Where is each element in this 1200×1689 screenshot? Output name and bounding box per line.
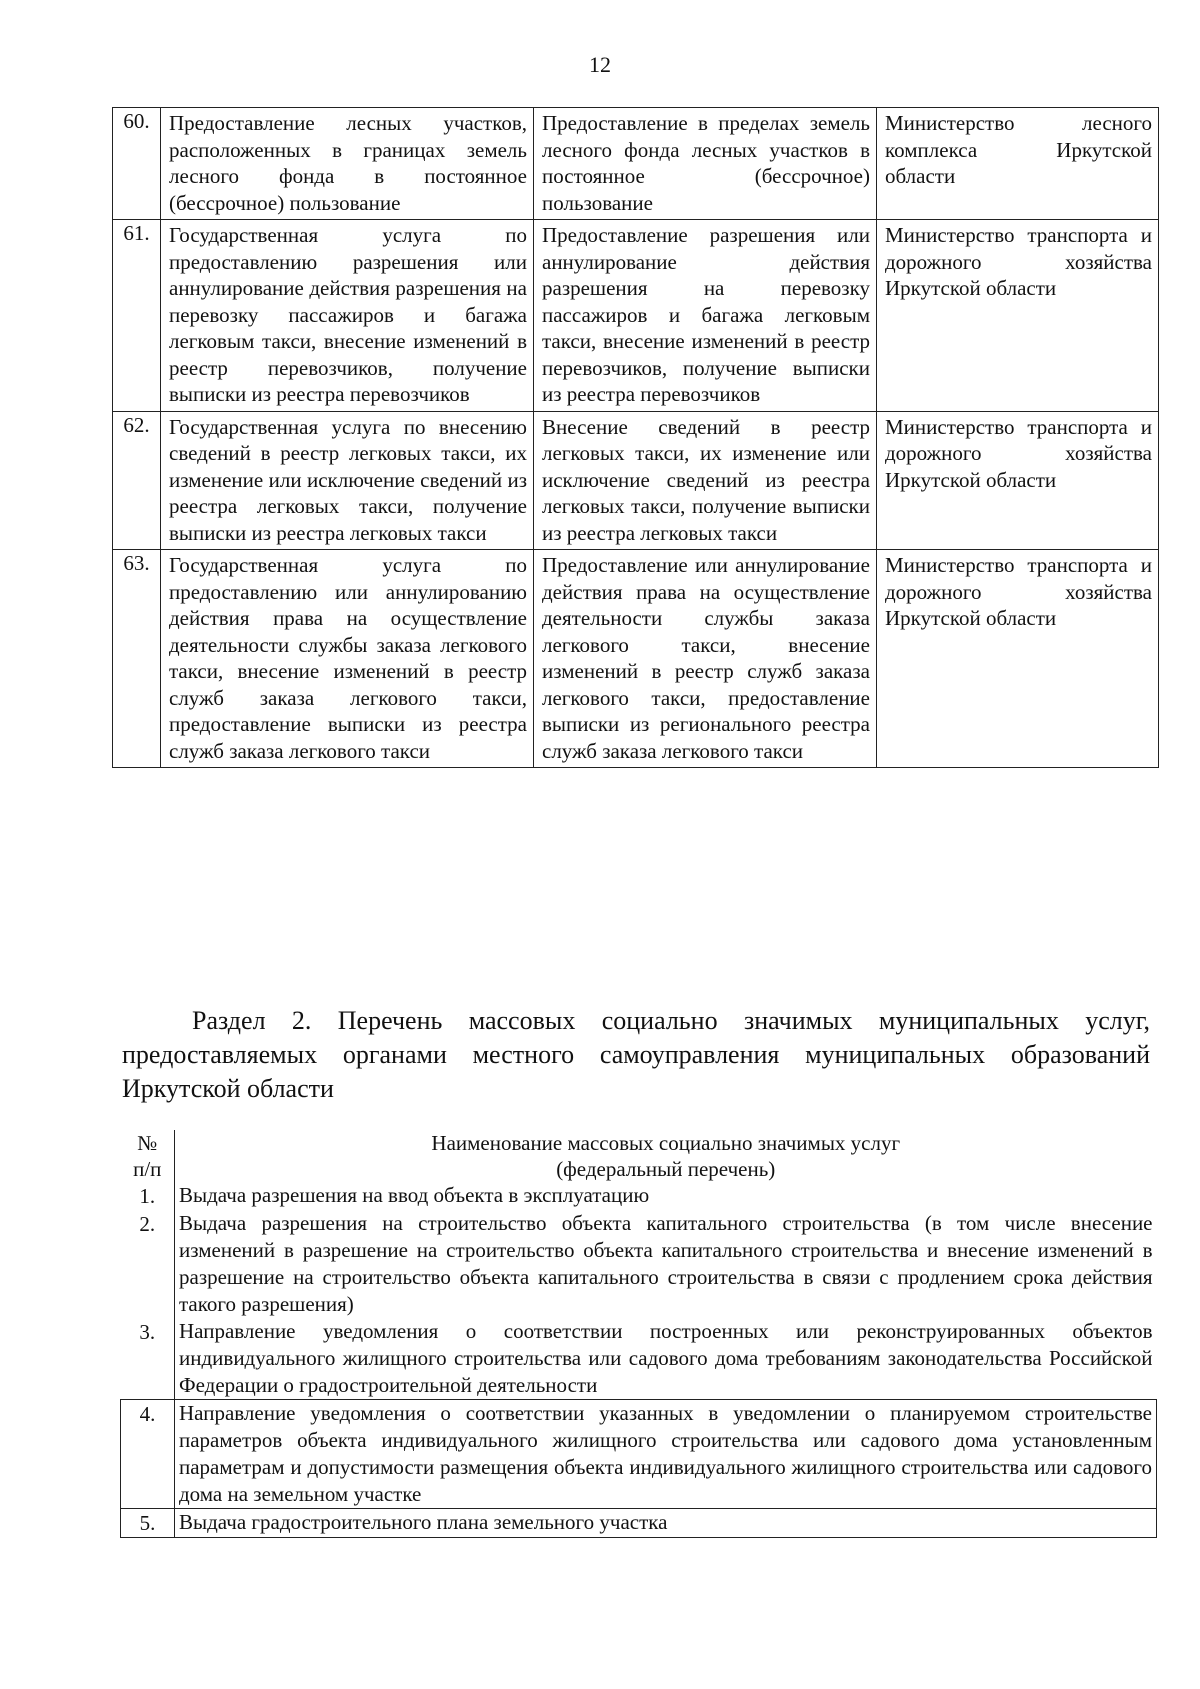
service-description: Выдача градостроительного плана земельного участка	[175, 1509, 1157, 1538]
number-header-line2: п/п	[133, 1157, 162, 1181]
table-row	[121, 1509, 1157, 1538]
title-header-line2: (федеральный перечень)	[556, 1157, 776, 1181]
row-number: 62.	[113, 411, 161, 550]
table-row	[113, 550, 1159, 768]
number-header-line1: №	[137, 1131, 158, 1155]
row-number: 2.	[139, 1212, 156, 1236]
responsible-authority: Министерство транспорта и дорожного хозяйства Иркутской области	[877, 411, 1159, 550]
responsible-authority: Министерство транспорта и дорожного хозяйства Иркутской области	[877, 550, 1159, 768]
service-name: Государственная услуга по внесению сведений в реестр легковых такси, их изменение или исключение сведений из реестра легковых такси, получение выписки из реестра легковых такси	[161, 411, 534, 550]
table-row	[121, 1318, 1157, 1400]
title-header-line1: Наименование массовых социально значимых услуг	[431, 1131, 901, 1155]
service-name: Государственная услуга по предоставлению или аннулированию действия права на осуществление деятельности службы заказа легкового такси, внесение изменений в реестр служб заказа легкового такси, предоставление выписки из реестра служб заказа легкового такси	[161, 550, 534, 768]
row-number: 4.	[121, 1400, 175, 1509]
municipal-services-table	[120, 1130, 1157, 1538]
table-row	[113, 108, 1159, 220]
service-description: Направление уведомления о соответствии построенных или реконструированных объектов индивидуального жилищного строительства или садового дома требованиям законодательства Российской Федерации о градостроительной деятельности	[175, 1318, 1157, 1400]
title-column-header	[175, 1130, 1157, 1182]
table-row	[121, 1182, 1157, 1210]
responsible-authority: Министерство лесного комплекса Иркутской области	[877, 108, 1159, 220]
section-heading: Раздел 2. Перечень массовых социально значимых муниципальных услуг, предоставляемых органами местного самоуправления муниципальных образований Иркутской области	[122, 1006, 1150, 1103]
service-description: Выдача разрешения на строительство объекта капитального строительства (в том числе внесение изменений в разрешение на строительство объекта капитального строительства и внесение изменений в разрешение на строительство объекта капитального строительства в связи с продлением срока действия такого разрешения)	[175, 1210, 1157, 1318]
responsible-authority: Министерство транспорта и дорожного хозяйства Иркутской области	[877, 220, 1159, 412]
service-name: Государственная услуга по предоставлению разрешения или аннулирование действия разрешения на перевозку пассажиров и багажа легковым такси, внесение изменений в реестр перевозчиков, получение выписки из реестра перевозчиков	[161, 220, 534, 412]
row-number: 61.	[113, 220, 161, 412]
service-result: Предоставление разрешения или аннулирование действия разрешения на перевозку пассажиров и багажа легковым такси, внесение изменений в реестр перевозчиков, получение выписки из реестра перевозчиков	[534, 220, 877, 412]
number-column-header	[121, 1130, 175, 1182]
table-row	[121, 1210, 1157, 1318]
service-description: Направление уведомления о соответствии указанных в уведомлении о планируемом строительстве параметров объекта индивидуального жилищного строительства или садового дома установленным параметрам и допустимости размещения объекта индивидуального жилищного строительства или садового дома на земельном участке	[175, 1400, 1157, 1509]
service-result: Предоставление или аннулирование действия права на осуществление деятельности службы заказа легкового такси, внесение изменений в реестр служб заказа легкового такси, предоставление выписки из регионального реестра служб заказа легкового такси	[534, 550, 877, 768]
row-number: 63.	[113, 550, 161, 768]
row-number: 1.	[139, 1184, 156, 1208]
page-number: 12	[589, 52, 611, 77]
regional-services-table	[112, 107, 1159, 768]
service-description: Выдача разрешения на ввод объекта в эксплуатацию	[175, 1182, 1157, 1210]
table-row	[121, 1400, 1157, 1509]
service-result: Предоставление в пределах земель лесного фонда лесных участков в постоянное (бессрочное) пользование	[534, 108, 877, 220]
service-result: Внесение сведений в реестр легковых такси, их изменение или исключение сведений из реестра легковых такси, получение выписки из реестра легковых такси	[534, 411, 877, 550]
row-number: 3.	[139, 1320, 156, 1344]
table-row	[113, 411, 1159, 550]
service-name: Предоставление лесных участков, расположенных в границах земель лесного фонда в постоянное (бессрочное) пользование	[161, 108, 534, 220]
table-header	[121, 1130, 1157, 1182]
table-row	[113, 220, 1159, 412]
row-number: 60.	[113, 108, 161, 220]
row-number: 5.	[121, 1509, 175, 1538]
